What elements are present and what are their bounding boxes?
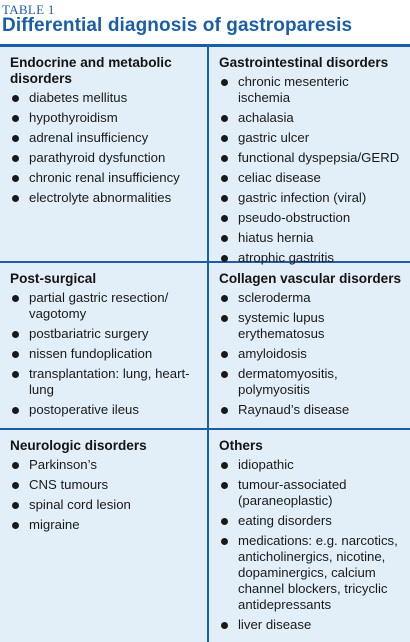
- item-list: [219, 290, 404, 418]
- cell-heading: Others: [219, 438, 263, 453]
- cell-gastrointestinal: [209, 47, 410, 265]
- cell-heading: Collagen vascular disorders: [219, 271, 402, 286]
- item-list: [219, 74, 404, 266]
- list-item: gastric infection (viral): [219, 190, 404, 206]
- diagnosis-grid: [0, 44, 410, 642]
- cell-heading: Gastrointestinal disorders: [219, 55, 389, 70]
- list-item: eating disorders: [219, 513, 404, 529]
- list-item: Parkinson’s: [10, 457, 201, 473]
- list-item: spinal cord lesion: [10, 497, 201, 513]
- list-item: Raynaud’s disease: [219, 402, 404, 418]
- list-item: chronic mesenteric ischemia: [219, 74, 404, 106]
- list-item: migraine: [10, 517, 201, 533]
- cell-heading: Neurologic disorders: [10, 438, 147, 453]
- list-item: gastric ulcer: [219, 130, 404, 146]
- list-item: scleroderma: [219, 290, 404, 306]
- cell-neurologic: [0, 430, 207, 642]
- list-item: transplantation: lung, heart-lung: [10, 366, 201, 398]
- list-item: achalasia: [219, 110, 404, 126]
- cell-endocrine-metabolic: [0, 47, 207, 261]
- list-item: parathyroid dysfunction: [10, 150, 201, 166]
- cell-heading: Post-surgical: [10, 271, 97, 286]
- list-item: hypothyroidism: [10, 110, 201, 126]
- cell-heading: Endocrine and metabolic disorders: [10, 55, 172, 86]
- cell-others: [209, 430, 410, 642]
- list-item: atrophic gastritis: [219, 250, 404, 266]
- list-item: celiac disease: [219, 170, 404, 186]
- list-item: hiatus hernia: [219, 230, 404, 246]
- item-list: [10, 90, 201, 206]
- list-item: chronic renal insufficiency: [10, 170, 201, 186]
- list-item: medications: e.g. narcotics, anticholinergics, nicotine, dopaminergics, calcium channel blockers, tricyclic antidepressants: [219, 533, 404, 613]
- list-item: dermatomyositis, polymyositis: [219, 366, 404, 398]
- table-label: TABLE 1: [2, 2, 55, 17]
- item-list: [10, 290, 201, 418]
- cell-post-surgical: [0, 263, 207, 428]
- list-item: pseudo-obstruction: [219, 210, 404, 226]
- cell-collagen-vascular: [209, 263, 410, 428]
- list-item: liver disease: [219, 617, 404, 633]
- list-item: tumour-associated (paraneoplastic): [219, 477, 404, 509]
- list-item: idiopathic: [219, 457, 404, 473]
- list-item: amyloidosis: [219, 346, 404, 362]
- list-item: CNS tumours: [10, 477, 201, 493]
- table-title: Differential diagnosis of gastroparesis: [2, 15, 353, 36]
- list-item: adrenal insufficiency: [10, 130, 201, 146]
- list-item: nissen fundoplication: [10, 346, 201, 362]
- list-item: partial gastric resection/ vagotomy: [10, 290, 201, 322]
- list-item: systemic lupus erythematosus: [219, 310, 404, 342]
- list-item: electrolyte abnormalities: [10, 190, 201, 206]
- list-item: postoperative ileus: [10, 402, 201, 418]
- list-item: postbariatric surgery: [10, 326, 201, 342]
- list-item: diabetes mellitus: [10, 90, 201, 106]
- item-list: [10, 457, 201, 533]
- list-item: functional dyspepsia/GERD: [219, 150, 404, 166]
- item-list: [219, 457, 404, 633]
